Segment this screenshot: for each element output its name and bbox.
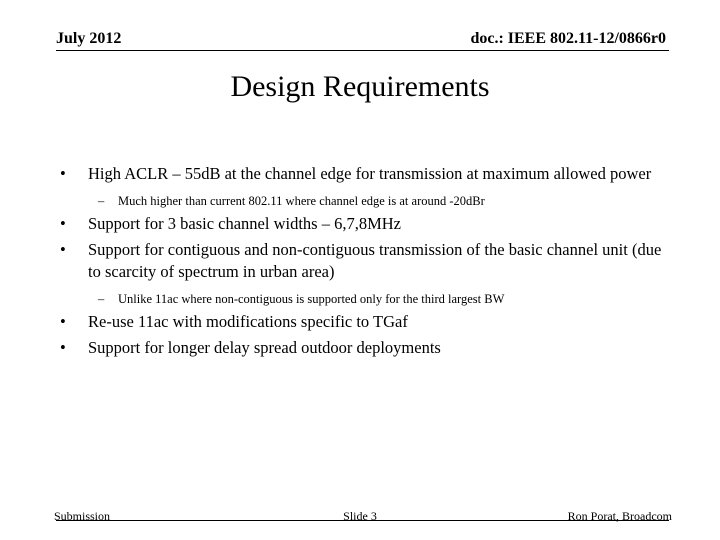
- bullet-text: Support for 3 basic channel widths – 6,7,8MHz: [88, 214, 401, 233]
- sub-bullet-item: [56, 291, 666, 307]
- footer-author: Ron Porat, Broadcom: [567, 509, 672, 523]
- bullet-icon: •: [60, 164, 66, 183]
- slide-title: Design Requirements: [230, 70, 490, 103]
- bullet-item: [56, 213, 666, 235]
- header-rule: [56, 50, 669, 51]
- bullet-icon: •: [60, 240, 66, 259]
- sub-bullet-item: [56, 193, 666, 209]
- bullet-item: [56, 239, 666, 283]
- bullet-list: [56, 163, 666, 359]
- bullet-text: High ACLR – 55dB at the channel edge for transmission at maximum allowed power: [88, 164, 652, 183]
- bullet-icon: •: [60, 312, 66, 331]
- footer-submission: Submission: [54, 509, 111, 523]
- header-doc-id: doc.: IEEE 802.11-12/0866r0: [470, 30, 666, 47]
- dash-icon: –: [98, 292, 105, 306]
- footer-slide-number: Slide 3: [343, 509, 377, 523]
- bullet-item: [56, 163, 666, 185]
- bullet-text: Support for longer delay spread outdoor deployments: [88, 338, 441, 357]
- bullet-icon: •: [60, 338, 66, 357]
- bullet-item: [56, 311, 666, 333]
- bullet-text: Support for contiguous and non-contiguous transmission of the basic channel unit (due to scarcity of spectrum in urban area): [88, 240, 662, 281]
- dash-icon: –: [98, 194, 105, 208]
- header-date: July 2012: [56, 30, 122, 47]
- sub-bullet-text: Much higher than current 802.11 where channel edge is at around -20dBr: [118, 194, 485, 208]
- bullet-icon: •: [60, 214, 66, 233]
- bullet-item: [56, 337, 666, 359]
- sub-bullet-text: Unlike 11ac where non-contiguous is supported only for the third largest BW: [118, 292, 505, 306]
- bullet-text: Re-use 11ac with modifications specific to TGaf: [88, 312, 408, 331]
